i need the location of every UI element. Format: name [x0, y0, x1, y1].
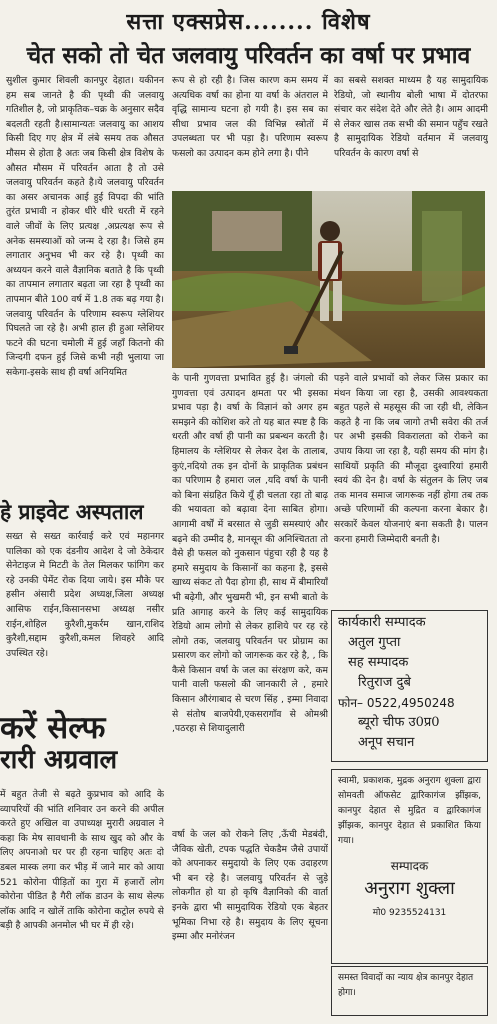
article3-heading-line2: रारी अग्रवाल: [0, 745, 118, 775]
article2-body: सख्त से सख्त कार्रवाई करे एवं महानगर पालिका को एक दंडनीय आदेश दे जो ठेकेदार सेनेटाइज मे मिटटी के तेल मिलकर फांगिग कर रहे उनकी पेमेंट रोक दिया जाये। इस मौके पर हसीन अंसारी प्रदेश अध्यक्ष,जिला अध्यक्ष आसिफ राईन,किसानसभा अध्यक्ष नसीर राईन,शोहिल कुरैशी,मुकर्रम खान,राशिद कुरैशी,सद्दाम कुरैशी,कमल शिवहरे आदि उपस्थित रहे।: [6, 531, 164, 659]
bureau-chief-label: ब्यूरो चीफ उ0प्र0: [358, 715, 440, 730]
co-editor-name: रितुराज दुबे: [358, 675, 411, 690]
article1-column2-mid: के पानी गुणवत्ता प्रभावित हुई है। जंगलो की गुणवत्ता एवं उत्पादन क्षमता पर भी इसका प्रभाव पड़ा है। वर्षा के विज्ञानं को अगर हम समझने की कोशिश करे तो यह बात स्पष्ट है कि धरती और वर्षा ही पानी का प्रबन्धन करती है। हिमालय के ग्लेशियर से लेकर देश के तालाब, कुएं,नदियो तक इन दोनों के प्राकृतिक प्रबंधन का परिणाम है हमारा जल ,यदि वर्षा के पानी को बिना संग्रहित किये यूँ ही चलता रहा तो बाढ़ की भयावता को बढ़ावा देना साबित होगा। आगामी वर्षों में बरसात से जुडी समस्याएं और बढ़ने की उम्मीद है, मानसून की अनिश्चितता तो वैसे ही फसल को नुकसान पंहुचा रही है यह है हमारे समुदाय के किसानों का कहना है, इससे खाध्य संकट तो पैदा होगा ही, साथ में बीमारियाँ भी बढ़ेगी, और भुखमरी भी, इन सभी बातो के प्रति आगाह करने के लिए कई सामुदायिक रेडियो आम लोगो से लेकर हाशिये पर रह रहे लोगो तक, जलवायु परिवर्तन पर प्रोग्राम का प्रसारण कर लोगो को जागरूक कर रहे है, , कि कैसे किसान वर्षा के जल का संरक्षण करे, कम पानी वाली फसलो की जानकारी ले , हमारे किसान औरंगाबाद से चरण सिंह , इम्मा निवादा से संतोष बाजपेयी,एकसरागाँव से ओमश्री ,पठरहा से शियादुलारी: [172, 373, 328, 735]
jurisdiction-box: [331, 966, 488, 1016]
editor-mobile: मो0 9235524131: [372, 908, 447, 918]
article1-column3-top: का सबसे सशक्त माध्यम है यह सामुदायिक रेडियो, जो स्थानीय बोली भाषा में दोतरफा संचार कर संदेश देते और लेते है। आम आदमी से लेकर खास तक सभी की समान पहुँच रखते है सामुदायिक रेडियो वर्तमान में जलवायु परिवर्तन के कारण वर्षा से: [334, 75, 488, 159]
editor-name: अनुराग शुक्ला: [364, 878, 455, 899]
editor-box: [331, 610, 488, 762]
section-banner: सत्ता एक्सप्रेस........ विशेष: [126, 9, 371, 35]
exec-editor-name: अतुल गुप्ता: [348, 635, 401, 650]
article3-body: में बहुत तेजी से बढ़ते कुप्रभाव को आदि के व्यापरियों की भांति शनिवार उन करने की अपील करते हुए अखिल वा उपाध्यक्ष मुरारी अग्रवाल ने कहा कि मेष सावधानी के साथ खुद को और के लिए अपनाओ घर पर ही रहना चाहिए अतः दो डबल मास्क लगा कर भीड़ में जाने मार को आया 521 कोरोना पीड़ितों का गुरा में हजारों लोग कोरोना पीडित है गैरी लॉक डाउन के साथ सेल्फ लॉक आदि न खोलें ताकि कोरोना कट्रोल रुपये से बड़ी है आपकी अनमोल भी घर में ही रहे।: [0, 789, 164, 932]
phone-number: फोन– 0522,4950248: [338, 696, 455, 710]
article1-column2-bottom: वर्षा के जल को रोकने लिए ,ऊँची मेडबंदी, जैविक खेती, टपक पद्धति चेकडैम जैसे उपायों को अपनाकर समुदायो के लिए एक उदाहरण भी बन रहे है। जलवायु परिवर्तन से जुड़े लोकगीत हो या हो कृषि वैज्ञानिको की वार्ता इनके द्वारा भी सामुदायिक रेडियो एक बेहतर भूमिका निभा रहे है। समुदाय के लिए सूचना इम्मा और मनोरंजन: [172, 829, 328, 943]
imprint-box: [331, 769, 488, 964]
article1-column3-mid: पड़ने वाले प्रभावों को लेकर जिस प्रकार का मंथन किया जा रहा है, उसकी आवश्यकता बहुत पहले से महसूस की जा रही थी, लेकिन कहते है ना कि जब जागो तभी सवेरा की तर्ज पर अभी इसकी विकरालता को रोकने का उपाय किया जा रहा है, यही समय की मांग है।साथियों प्रकृति की मौजूदा दुश्वारियां हमारी स्वयं की देन है। वर्षा के संतुलन के लिए जब तक मानव समाज जागरूक नहीं होगा तब तक अच्छे परिणामों की कल्पना करना बेकार है। सरकारें केवल योजनाएं बना सकती है। पालन करना हमारी जिम्मेदारी बनती है।: [334, 373, 488, 545]
headline: चेत सको तो चेत जलवायु परिवर्तन का वर्षा पर प्रभाव: [26, 42, 471, 69]
article1-column1: सुशील कुमार शिवली कानपुर देहात। यकीनन हम सब जानते है की पृथ्वी की जलवायु गतिशील है, जो प्राकृतिक–चक्र के अनुसार सदैव बदलती रहती है।सामान्यतः जलवायु का आशय किसी दिए गए क्षेत्र में लंबे समय तक औसत मौसम से होता है अतः जब किसी क्षेत्र विशेष के औसत मौसम में परिवर्तन आता है तो उसे जलवायु परिवर्तन कहते है।ये जलवायु परिवर्तन का असर अचानक आई हुई विपदा की भांति तुरंत प्रभावी न होकर धीरे धीरे धरती में रहने वाले जीवों के लिए प्रत्यक्ष ,अप्रत्यक्ष रूप से अनेक समस्याओं को जन्म दे रहा है। जिसे हम लगातार अनुभव भी कर रहे है। पृथ्वी का अध्ययन करने वाले वैज्ञानिक बताते है कि पृथ्वी का तापमान लगातार बढ़ता जा रहा है पृथ्वी का तापमान बीते 100 वर्ष में 1.8 तक बढ़ गया है। जलवायु परिवर्तन के परिणाम स्वरूप ग्लेशियर पिघलते जा रहे है। अभी हाल ही हुआ ग्लेशियर फटने की घटना चमोली में हुई जहाँ कितनो की जिन्दगी दफन हुई जिसे कभी नही भुलाया जा सकेगा-इसके साथ ही वर्षा अनियमित: [6, 75, 164, 378]
article3-heading-line1: करें सेल्फ: [0, 710, 106, 746]
article2-heading: हे प्राइवेट अस्पताल: [0, 499, 144, 524]
jurisdiction-text: समस्त विवादों का न्याय क्षेत्र कानपुर देहात होगा।: [338, 973, 474, 998]
imprint-text: स्वामी, प्रकाशक, मुद्रक अनुराग शुक्ला द्वारा सोमवती ऑफसेट द्वारिकागंज झींझक, कानपुर देहात से मुद्रित व द्वारिकागंज झींझक, कानपुर देहात से प्रकाशित किया गया।: [338, 776, 481, 846]
article1-column2-top: रूप से हो रही है। जिस कारण कम समय में अत्यधिक वर्षा का होना या वर्षा के अंतराल मे वृद्धि सामान्य घटना हो गयी है। इस सब का सीधा प्रभाव जल की विभिन्न स्त्रोतों में उपलब्धता पर भी पड़ा है। परिणाम स्वरूप फसलो का उत्पादन कम होने लगा है। पीने: [172, 75, 328, 159]
co-editor-label: सह सम्पादक: [348, 655, 409, 670]
exec-editor-label: कार्यकारी सम्पादक: [338, 615, 426, 630]
article-photo: [172, 191, 485, 368]
editor-label: सम्पादक: [390, 859, 429, 873]
bureau-chief-name: अनूप सचान: [358, 735, 415, 750]
farmer-photo: [172, 191, 485, 368]
